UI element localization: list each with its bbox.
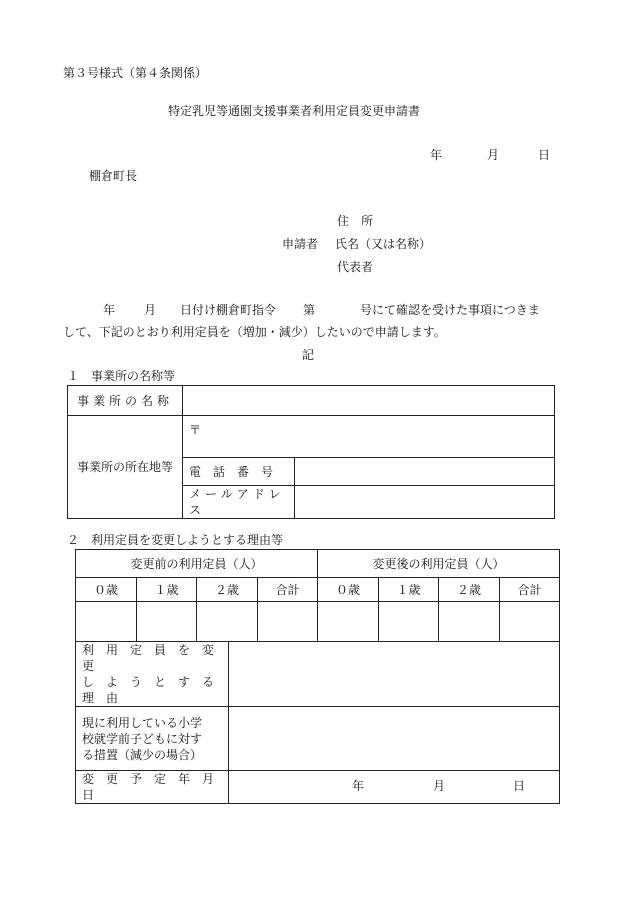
body-line1-end: 号にて確認を受けた事項につきま bbox=[360, 303, 540, 317]
reason-field[interactable] bbox=[229, 642, 560, 707]
postal-field[interactable] bbox=[183, 416, 555, 458]
reason-label-line: 利 用 定 員 を 変 更 bbox=[82, 643, 227, 673]
applicant-representative-label: 代表者 bbox=[337, 260, 374, 274]
age-col-header: ２歳 bbox=[197, 578, 258, 602]
capacity-table bbox=[75, 549, 560, 642]
body-month: 月 bbox=[144, 303, 157, 317]
applicant-name-label: 氏名（又は名称） bbox=[335, 237, 432, 251]
age-col-header: １歳 bbox=[137, 578, 197, 602]
facility-table bbox=[67, 385, 555, 519]
age-col-header: １歳 bbox=[379, 578, 439, 602]
age-col-header: ０歳 bbox=[318, 578, 379, 602]
section2-heading: ２ 利用定員を変更しようとする理由等 bbox=[67, 533, 284, 547]
reason-label-line: し よ う と す る 理 由 bbox=[82, 675, 227, 705]
capacity-cell[interactable] bbox=[439, 602, 500, 642]
change-date-field[interactable] bbox=[229, 771, 560, 804]
date-day: 日 bbox=[538, 148, 551, 162]
facility-location-label: 事業所の所在地等 bbox=[68, 416, 183, 519]
change-date-year: 年 bbox=[352, 779, 365, 793]
change-date-day: 日 bbox=[513, 779, 526, 793]
facility-name-label: 事業所の名称 bbox=[68, 386, 183, 416]
capacity-cell[interactable] bbox=[76, 602, 137, 642]
form-id: 第３号様式（第４条関係） bbox=[63, 66, 208, 80]
body-directive: 日付け棚倉町指令 bbox=[180, 303, 277, 317]
body-number-prefix: 第 bbox=[303, 303, 316, 317]
body-line2: して、下記のとおり利用定員を（増加・減少）したいので申請します。 bbox=[63, 325, 446, 339]
email-field[interactable] bbox=[295, 486, 555, 519]
reason-label bbox=[76, 642, 229, 707]
change-date-label: 変 更 予 定 年 月 日 bbox=[76, 771, 229, 804]
age-col-header: 合計 bbox=[500, 578, 560, 602]
measures-label bbox=[76, 707, 229, 771]
date-year: 年 bbox=[430, 148, 443, 162]
before-capacity-label: 変更前の利用定員（人） bbox=[76, 550, 318, 578]
age-col-header: ２歳 bbox=[439, 578, 500, 602]
measures-label-line: 現に利用している小学 bbox=[82, 715, 203, 730]
document-title: 特定乳児等通園支援事業者利用定員変更申請書 bbox=[168, 104, 421, 118]
reason-table bbox=[75, 641, 560, 804]
applicant-role-label: 申請者 bbox=[282, 237, 319, 251]
date-month: 月 bbox=[487, 148, 500, 162]
addressee: 棚倉町長 bbox=[89, 169, 138, 183]
capacity-cell[interactable] bbox=[379, 602, 439, 642]
capacity-cell[interactable] bbox=[258, 602, 318, 642]
capacity-cell[interactable] bbox=[318, 602, 379, 642]
capacity-cell[interactable] bbox=[197, 602, 258, 642]
after-capacity-label: 変更後の利用定員（人） bbox=[318, 550, 560, 578]
measures-label-line: 校就学前子どもに対す bbox=[82, 731, 203, 746]
measures-label-line: る措置（減少の場合） bbox=[82, 747, 203, 762]
capacity-cell[interactable] bbox=[137, 602, 197, 642]
capacity-cell[interactable] bbox=[500, 602, 560, 642]
postal-mark: 〒 bbox=[189, 423, 202, 437]
email-label: メールアドレス bbox=[183, 486, 295, 519]
applicant-address-label: 住 所 bbox=[337, 214, 374, 228]
body-year: 年 bbox=[103, 303, 116, 317]
age-col-header: ０歳 bbox=[76, 578, 137, 602]
change-date-month: 月 bbox=[433, 779, 446, 793]
phone-label: 電 話 番 号 bbox=[183, 458, 295, 486]
facility-name-field[interactable] bbox=[183, 386, 555, 416]
age-col-header: 合計 bbox=[258, 578, 318, 602]
ki-marker: 記 bbox=[302, 348, 315, 362]
measures-field[interactable] bbox=[229, 707, 560, 771]
phone-field[interactable] bbox=[295, 458, 555, 486]
section1-heading: １ 事業所の名称等 bbox=[67, 369, 176, 383]
